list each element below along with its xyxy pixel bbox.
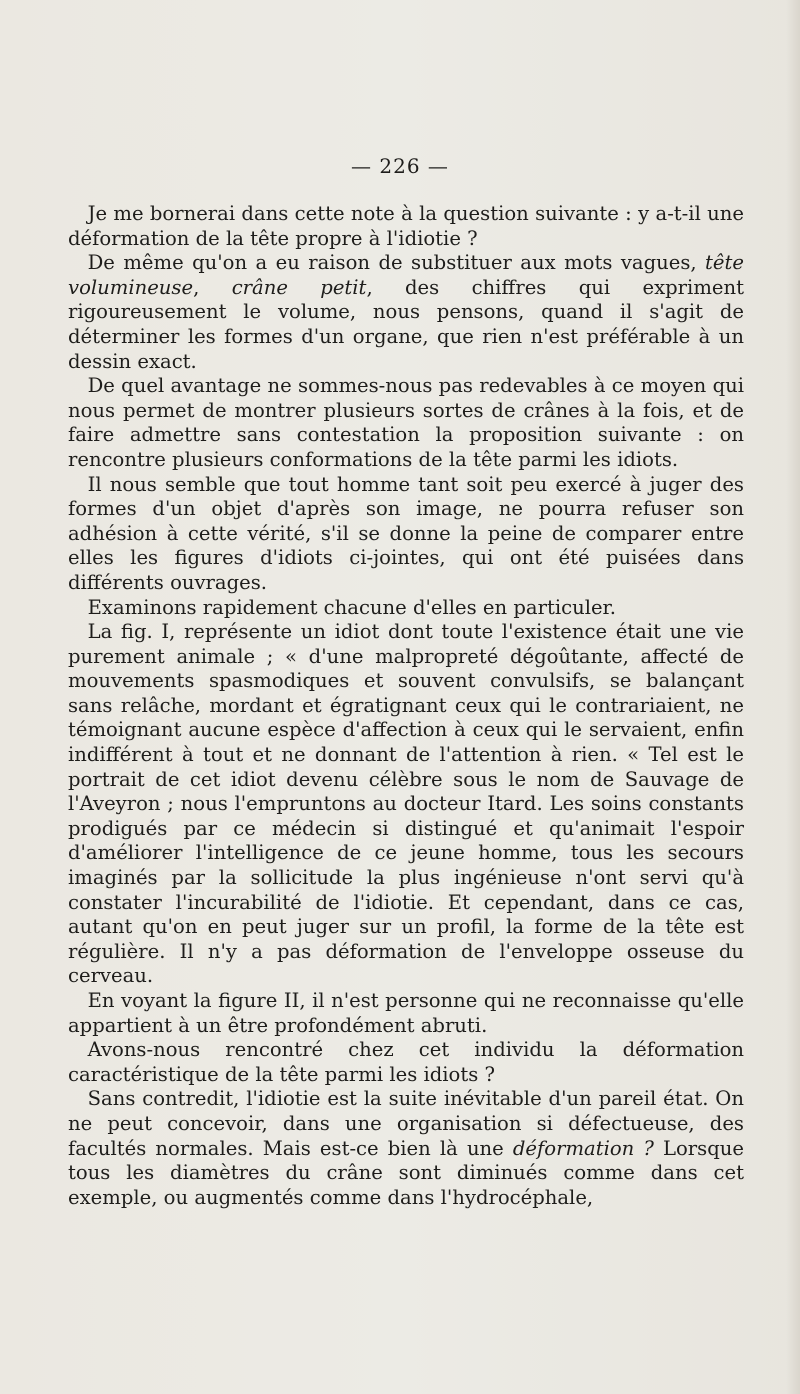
paragraph-2-part-2: ,: [193, 275, 232, 299]
paragraph-9: [68, 1087, 744, 1210]
body-text: [68, 202, 744, 1210]
paragraph-6: La fig. I, représente un idiot dont toute l'existence était une vie purement animale ; « d'une malpropreté dégoûtante, affecté de mouvements spasmodiques et souvent convulsifs, se balançant sans relâche, mordant et égratignant ceux qui le contrariaient, ne témoignant aucune espèce d'affection à ceux qui le servaient, enfin indifférent à tout et ne donnant de l'attention à rien. « Tel est le portrait de cet idiot devenu célèbre sous le nom de Sauvage de l'Aveyron ; nous l'empruntons au docteur Itard. Les soins constants prodigués par ce médecin si distingué et qu'animait l'espoir d'améliorer l'intelligence de ce jeune homme, tous les secours imaginés par la sollicitude la plus ingénieuse n'ont servi qu'à constater l'incurabilité de l'idiotie. Et cependant, dans ce cas, autant qu'on en peut juger sur un profil, la forme de la tête est régulière. Il n'y a pas déformation de l'enveloppe osseuse du cerveau.: [68, 620, 744, 988]
paragraph-5: Examinons rapidement chacune d'elles en particuler.: [87, 595, 617, 619]
paragraph-9-part-2: Lorsque tous les diamètres du crâne sont diminués comme dans cet exemple, ou augmentés comme dans l'hydrocéphale,: [68, 1136, 744, 1209]
paragraph-8: Avons-nous rencontré chez cet individu la déformation caractéristique de la tête parmi les idiots ?: [68, 1038, 744, 1086]
paragraph-4: Il nous semble que tout homme tant soit peu exercé à juger des formes d'un objet d'après son image, ne pourra refuser son adhésion à cette vérité, s'il se donne la peine de comparer entre elles les figures d'idiots ci-jointes, qui ont été puisées dans différents ouvrages.: [68, 472, 744, 594]
paragraph-7: En voyant la figure II, il n'est personne qui ne reconnaisse qu'elle appartient à un être profondément abruti.: [68, 989, 744, 1037]
paragraph-9-part-1: Sans contredit, l'idiotie est la suite inévitable d'un pareil état. On ne peut concevoir, dans une organisation si défectueuse, des facultés normales. Mais est-ce bien là une: [68, 1087, 744, 1160]
paragraph-2-part-3: , des chiffres qui expriment rigoureusement le volume, nous pensons, quand il s'agit de déterminer les formes d'un organe, que rien n'est préférable à un dessin exact.: [68, 275, 744, 373]
paragraph-2-part-1: De même qu'on a eu raison de substituer aux mots vagues,: [87, 251, 706, 275]
paragraph-2: [68, 251, 744, 374]
page-edge-shadow: [786, 0, 800, 1394]
page-number: — 226 —: [351, 154, 449, 178]
paragraph-3: De quel avantage ne sommes-nous pas redevables à ce moyen qui nous permet de montrer plusieurs sortes de crânes à la fois, et de faire admettre sans contestation la proposition suivante : on rencontre plusieurs conformations de la tête parmi les idiots.: [68, 374, 744, 471]
paragraph-9-emphasis: déformation ?: [512, 1136, 654, 1160]
paragraph-2-emphasis-1: tête volumineuse: [68, 251, 744, 299]
paragraph-1: Je me bornerai dans cette note à la question suivante : y a-t-il une déformation de la tête propre à l'idiotie ?: [68, 202, 744, 250]
paragraph-2-emphasis-2: crâne petit: [231, 275, 367, 299]
